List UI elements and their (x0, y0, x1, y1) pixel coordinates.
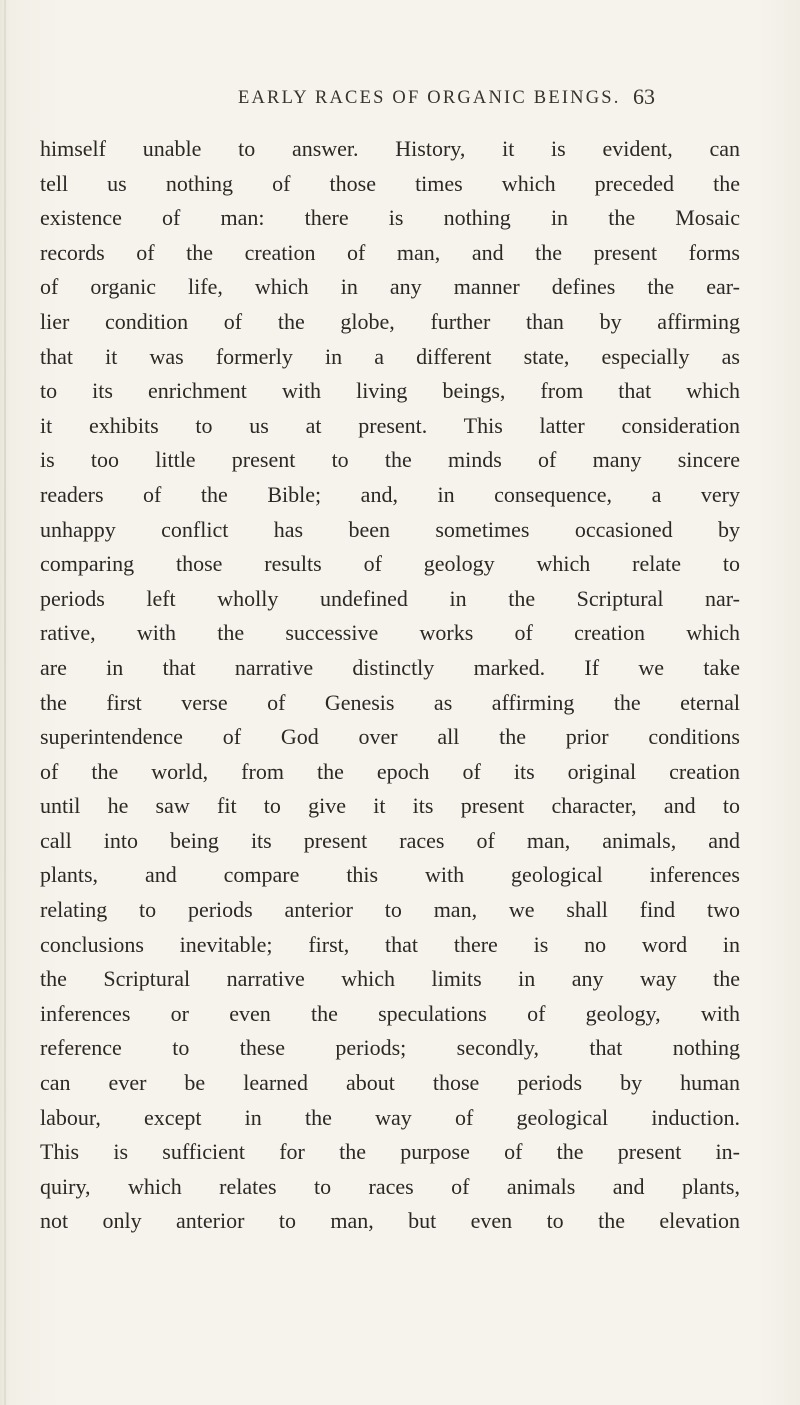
text-line: existence of man: there is nothing in the Mosaic (40, 205, 740, 231)
text-line: of the world, from the epoch of its original creation (40, 758, 740, 784)
text-line: unhappy conflict has been sometimes occasioned by (40, 516, 740, 542)
text-line: comparing those results of geology which relate to (40, 551, 740, 577)
text-line: This is sufficient for the purpose of the present in- (40, 1139, 740, 1165)
text-line: quiry, which relates to races of animals and plants, (40, 1173, 740, 1199)
text-line: of organic life, which in any manner defines the ear- (40, 274, 740, 300)
page-gutter (4, 0, 6, 1405)
text-line: relating to periods anterior to man, we shall find two (40, 897, 740, 923)
text-line: periods left wholly undefined in the Scriptural nar- (40, 585, 740, 611)
running-title: EARLY RACES OF ORGANIC BEINGS. (238, 88, 621, 108)
page-number: 63 (633, 84, 655, 109)
text-line: not only anterior to man, but even to the elevation (40, 1208, 740, 1234)
text-line: readers of the Bible; and, in consequence, a very (40, 481, 740, 507)
text-line: inferences or even the speculations of geology, with (40, 1000, 740, 1026)
text-line: lier condition of the globe, further than by affirming (40, 308, 740, 334)
text-line: conclusions inevitable; first, that there is no word in (40, 931, 740, 957)
text-line: are in that narrative distinctly marked. If we take (40, 654, 740, 680)
text-line: plants, and compare this with geological inferences (40, 862, 740, 888)
text-line: superintendence of God over all the prior conditions (40, 724, 740, 750)
text-line: until he saw fit to give it its present character, and to (40, 793, 740, 819)
text-line: the Scriptural narrative which limits in any way the (40, 966, 740, 992)
body-text (40, 132, 740, 1239)
text-line: records of the creation of man, and the present forms (40, 239, 740, 265)
text-line: to its enrichment with living beings, from that which (40, 378, 740, 404)
text-line: rative, with the successive works of creation which (40, 620, 740, 646)
running-head (0, 84, 800, 114)
text-line: that it was formerly in a different state, especially as (40, 343, 740, 369)
text-line: reference to these periods; secondly, that nothing (40, 1035, 740, 1061)
text-line: call into being its present races of man, animals, and (40, 827, 740, 853)
text-line: labour, except in the way of geological induction. (40, 1104, 740, 1130)
text-line: tell us nothing of those times which preceded the (40, 170, 740, 196)
text-line: himself unable to answer. History, it is evident, can (40, 136, 740, 161)
text-line: the first verse of Genesis as affirming the eternal (40, 689, 740, 715)
text-line: it exhibits to us at present. This latter consideration (40, 412, 740, 438)
text-line: can ever be learned about those periods by human (40, 1070, 740, 1096)
text-line: is too little present to the minds of many sincere (40, 447, 740, 473)
